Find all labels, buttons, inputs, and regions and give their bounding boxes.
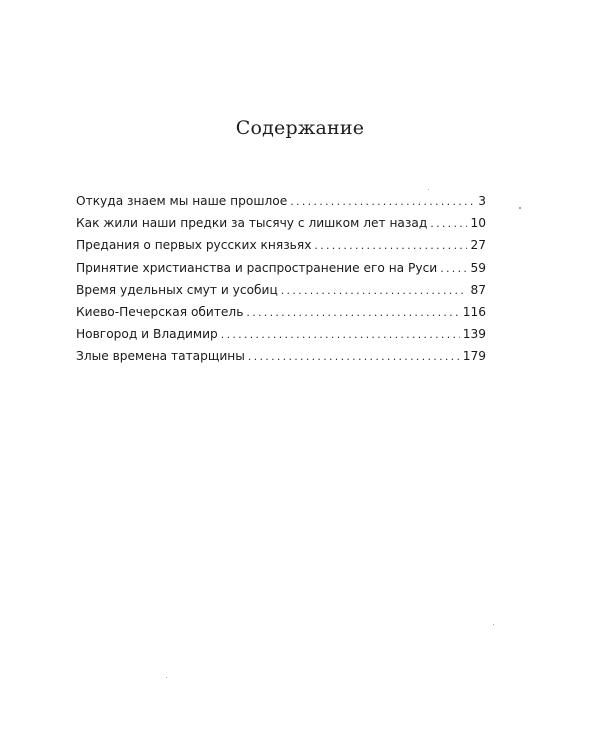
toc-entry-title: Новгород и Владимир [76, 327, 218, 342]
dot-leader [248, 346, 460, 368]
toc-page-number: 87 [470, 282, 486, 297]
toc-page-number: 116 [462, 304, 486, 319]
dot-leader [246, 302, 459, 324]
toc-entry-title: Принятие христианства и распространение его на Руси [76, 260, 438, 275]
toc-entry-title: Киево-Печерская обитель [76, 304, 244, 319]
toc-page-number: 59 [470, 260, 486, 275]
toc-entry-title: Злые времена татарщины [76, 349, 245, 364]
scan-speck [428, 189, 429, 190]
dot-leader [281, 280, 468, 302]
table-of-contents [76, 190, 486, 368]
page-title: Содержание [235, 117, 365, 139]
toc-entry[interactable] [76, 234, 486, 256]
dot-leader [440, 258, 467, 280]
toc-page-number: 179 [462, 349, 486, 364]
toc-entry-title: Откуда знаем мы наше прошлое [76, 194, 288, 208]
toc-entry-title: Как жили наши предки за тысячу с лишком лет назад [76, 216, 428, 231]
toc-entry[interactable] [76, 279, 486, 301]
toc-entry[interactable] [76, 345, 486, 367]
toc-page-number: 10 [470, 216, 486, 231]
toc-entry-title: Время удельных смут и усобиц [76, 282, 278, 297]
toc-entry[interactable] [76, 301, 486, 323]
toc-page-number: 3 [478, 194, 486, 208]
toc-entry[interactable] [76, 190, 486, 212]
scan-speck [519, 207, 521, 209]
toc-entry[interactable] [76, 212, 486, 234]
toc-page-number: 27 [470, 238, 486, 253]
dot-leader [430, 213, 467, 235]
dot-leader [221, 324, 460, 346]
dot-leader [314, 235, 467, 257]
toc-entry[interactable] [76, 257, 486, 279]
toc-entry-title: Предания о первых русских князьях [76, 238, 312, 253]
toc-page-number: 139 [462, 327, 486, 342]
scan-speck [166, 677, 167, 678]
toc-entry[interactable] [76, 323, 486, 345]
scan-speck [493, 624, 494, 625]
dot-leader [290, 191, 475, 213]
